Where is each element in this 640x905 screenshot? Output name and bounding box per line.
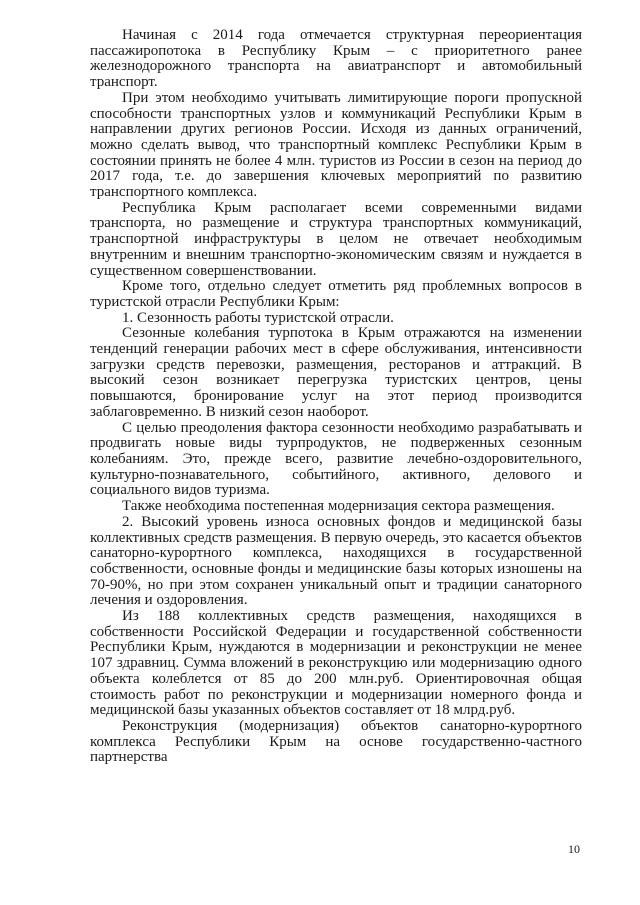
paragraph-seasonal-fluctuations: Сезонные колебания турпотока в Крым отражаются на изменении тенденций генерации рабочих мест в сфере обслуживания, интенсивности загрузки средств перевозки, размещения, ресторанов и аттракций. В высокий сезон возникает перегрузка туристских центров, цены повышаются, бронирование услуг на этот период производится заблаговременно. В низкий сезон наоборот. (90, 325, 582, 420)
paragraph-public-private-partnership: Реконструкция (модернизация) объектов санаторно-курортного комплекса Республики Крым на основе государственно-частного партнерства (90, 717, 582, 766)
page-number: 10 (568, 842, 580, 856)
paragraph-problem-issues: Кроме того, отдельно следует отметить ряд проблемных вопросов в туристской отрасли Республики Крым: (90, 278, 582, 310)
paragraph-sanatoriums-reconstruction: Из 188 коллективных средств размещения, находящихся в собственности Российской Федерации и государственной собственности Республики Крым, нуждаются в модернизации и реконструкции не менее 107 здравниц. Сумма вложений в реконструкцию или модернизацию одного объекта колеблется от 85 до 200 млн.руб. Ориентировочная общая стоимость работ по реконструкции и модернизации номерного фонда и медицинской базы указанных объектов составляет от 18 млрд.руб. (90, 608, 582, 719)
paragraph-overcoming-seasonality: С целью преодоления фактора сезонности необходимо разрабатывать и продвигать новые виды турпродуктов, не подверженных сезонным колебаниям. Это, прежде всего, развитие лечебно-оздоровительного, культурно-познавательного, событийного, активного, делового и социального видов туризма. (90, 419, 582, 499)
paragraph-transport-types: Республика Крым располагает всеми современными видами транспорта, но размещение и структура транспортных коммуникаций, транспортной инфраструктуры в целом не отвечает необходимым внутренним и внешним транспортно-экономическим связям и нуждается в существенном совершенствовании. (90, 199, 582, 279)
list-item-seasonality: 1. Сезонность работы туристской отрасли. (122, 309, 394, 326)
paragraph-accommodation-modernization: Также необходима постепенная модернизация сектора размещения. (122, 498, 555, 515)
list-item-depreciation: 2. Высокий уровень износа основных фондов и медицинской базы коллективных средств размещения. В первую очередь, это касается объектов санаторно-курортного комплекса, находящихся в государственной собственности, основные фонды и медицинские базы которых изношены на 70-90%, но при этом сохранен уникальный опыт и традиции санаторного лечения и оздоровления. (90, 513, 582, 609)
paragraph-passenger-flow: Начиная с 2014 года отмечается структурная переориентация пассажиропотока в Республику Крым – с приоритетного ранее железнодорожного транспорта на авиатранспорт и автомобильный транспорт. (90, 27, 582, 91)
paragraph-transport-capacity: При этом необходимо учитывать лимитирующие пороги пропускной способности транспортных узлов и коммуникаций Республики Крым в направлении других регионов России. Исходя из данных ограничений, можно сделать вывод, что транспортный комплекс Республики Крым в состоянии принять не более 4 млн. туристов из России в сезон на период до 2017 года, т.е. до завершения ключевых мероприятий по развитию транспортного комплекса. (90, 89, 582, 201)
